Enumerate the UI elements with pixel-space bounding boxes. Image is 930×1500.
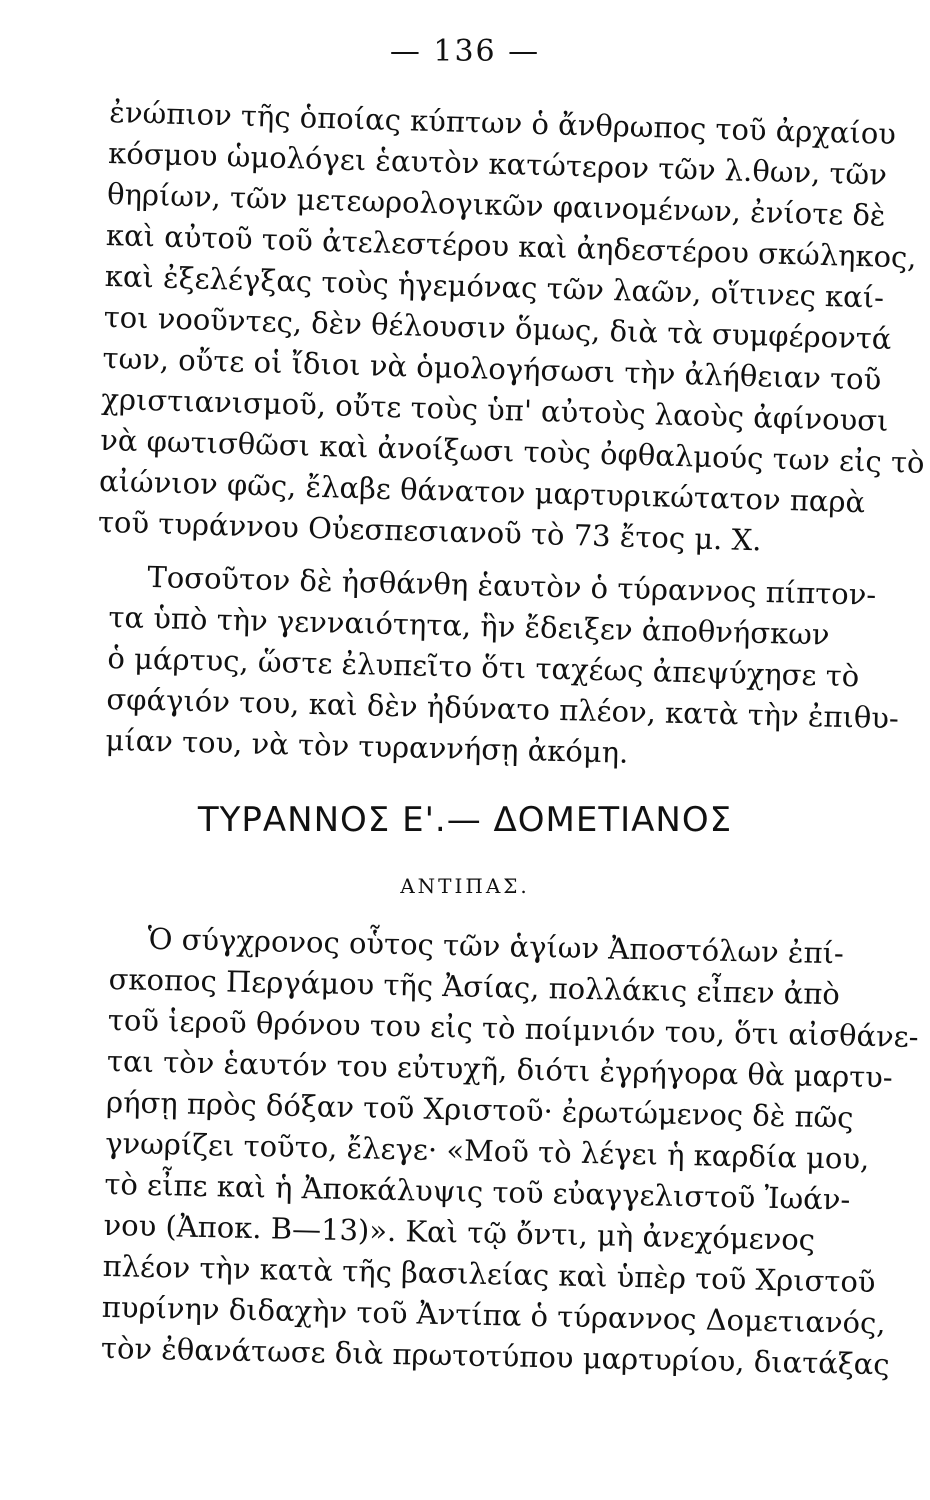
text-line: νὰ φωτισθῶσι καὶ ἀνοίξωσι τοὺς ὀφθαλμούς των εἰς τὸ — [99, 422, 925, 480]
text-line: τα ὑπὸ τὴν γενναιότητα, ἣν ἔδειξεν ἀποθνήσκων — [108, 599, 830, 652]
text-line: ται τὸν ἑαυτόν του εὐτυχῆ, διότι ἐγρήγορα θὰ μαρτυ- — [106, 1043, 894, 1095]
text-line: καὶ αὐτοῦ τοῦ ἀτελεστέρου καὶ ἀηδεστέρου σκώληκος, — [105, 217, 917, 275]
paragraph-vespasian — [97, 92, 925, 564]
text-line: σκοπος Περγάμου τῆς Ἀσίας, πολλάκις εἶπεν ἀπὸ — [108, 961, 841, 1012]
text-line: καὶ ἐξελέγξας τοὺς ἡγεμόνας τῶν λαῶν, οἵτινες καί- — [104, 258, 885, 315]
text-line: πλέον τὴν κατὰ τῆς βασιλείας καὶ ὑπὲρ τοῦ Χριστοῦ — [102, 1248, 876, 1300]
text-line: Ὁ σύγχρονος οὗτος τῶν ἁγίων Ἀποστόλων ἐπί- — [147, 921, 845, 971]
text-line: μίαν του, νὰ τὸν τυραννήσῃ ἀκόμη. — [105, 722, 629, 770]
text-line: νου (Ἀποκ. Β—13)». Καὶ τῷ ὄντι, μὴ ἀνεχόμενος — [103, 1207, 816, 1257]
text-line: θηρίων, τῶν μετεωρολογικῶν φαινομένων, ἐνίοτε δὲ — [106, 176, 886, 233]
text-line: χριστιανισμοῦ, οὔτε τοὺς ὑπ' αὐτοὺς λαοὺς ἀφίνουσι — [100, 381, 889, 438]
page-number: — 136 — — [389, 34, 541, 69]
text-line: τοῦ τυράννου Οὐεσπεσιανοῦ τὸ 73 ἔτος μ. Χ. — [97, 504, 762, 558]
text-line: γνωρίζει τοῦτο, ἔλεγε· «Μοῦ τὸ λέγει ἡ καρδία μου, — [104, 1125, 870, 1176]
text-line: τοι νοοῦντες, δὲν θέλουσιν ὅμως, διὰ τὰ συμφέροντά — [103, 299, 892, 356]
paragraph-antipas — [100, 918, 919, 1385]
text-line: πυρίνην διδαχὴν τοῦ Ἀντίπα ὁ τύραννος Δομετιανός, — [101, 1289, 886, 1341]
text-line: Τοσοῦτον δὲ ἠσθάνθη ἑαυτὸν ὁ τύραννος πίπτον- — [147, 559, 877, 612]
text-line: σφάγιόν του, καὶ δὲν ἠδύνατο πλέον, κατὰ τὴν ἐπιθυ- — [106, 681, 900, 736]
text-line: ρήσῃ πρὸς δόξαν τοῦ Χριστοῦ· ἐρωτώμενος δὲ πῶς — [105, 1084, 854, 1135]
section-subheading: ΑΝΤΙΠΑΣ. — [400, 874, 530, 898]
section-heading: ΤΥΡΑΝΝΟΣ Ε'.— ΔΟΜΕΤΙΑΝΟΣ — [197, 800, 733, 840]
paragraph-tyrant — [105, 556, 900, 780]
text-line: των, οὔτε οἱ ἴδιοι νὰ ὁμολογήσωσι τὴν ἀλήθειαν τοῦ — [102, 340, 882, 397]
text-line: τὸν ἐθανάτωσε διὰ πρωτοτύπου μαρτυρίου, διατάξας — [100, 1330, 890, 1382]
text-line: αἰώνιον φῶς, ἔλαβε θάνατον μαρτυρικώτατον παρὰ — [98, 463, 866, 520]
text-line: ὁ μάρτυς, ὥστε ἐλυπεῖτο ὅτι ταχέως ἀπεψύχησε τὸ — [107, 640, 860, 694]
text-line: κόσμου ὡμολόγει ἑαυτὸν κατώτερον τῶν λ.θων, τῶν — [107, 135, 888, 192]
text-line: τοῦ ἱεροῦ θρόνου του εἰς τὸ ποίμνιόν του, ὅτι αἰσθάνε- — [107, 1002, 919, 1054]
text-line: ἐνώπιον τῆς ὁποίας κύπτων ὁ ἄνθρωπος τοῦ ἀρχαίου — [108, 94, 897, 151]
text-line: τὸ εἶπε καὶ ἡ Ἀποκάλυψις τοῦ εὐαγγελιστοῦ Ἰωάν- — [104, 1166, 851, 1217]
